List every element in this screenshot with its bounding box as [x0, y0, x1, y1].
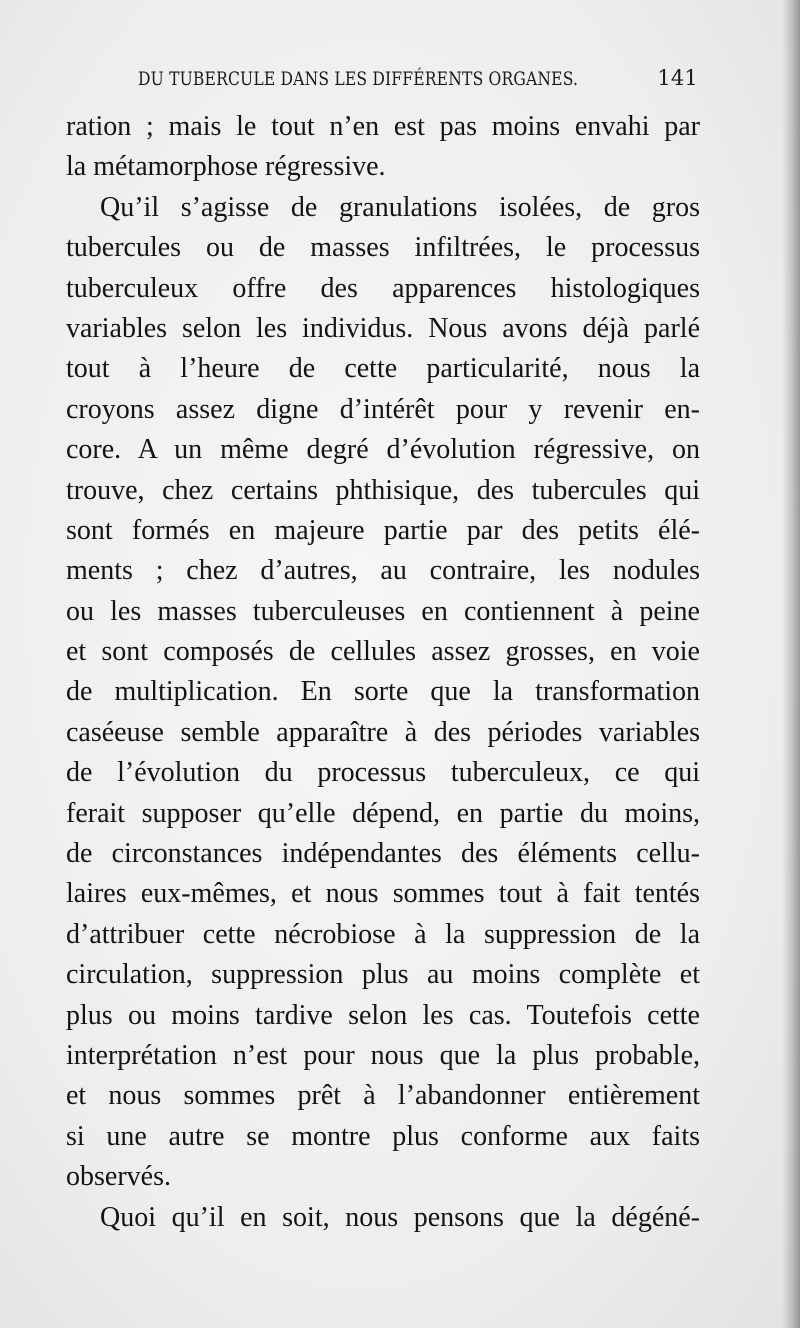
text-line: d’attribuer cette nécrobiose à la suppression de la	[66, 918, 700, 950]
page-edge-shadow	[782, 0, 800, 1328]
text-line: de circonstances indépendantes des éléments cellu-	[66, 838, 700, 870]
text-line: et sont composés de cellules assez grosses, en voie	[66, 636, 700, 668]
text-line: trouve, chez certains phthisique, des tubercules qui	[66, 474, 700, 506]
text-line: core. A un même degré d’évolution régressive, on	[66, 434, 700, 466]
text-line: ferait supposer qu’elle dépend, en partie du moins,	[66, 797, 700, 829]
body-text	[66, 107, 700, 1238]
text-line: plus ou moins tardive selon les cas. Toutefois cette	[66, 999, 700, 1031]
page-number: 141	[657, 66, 698, 90]
text-line: sont formés en majeure partie par des petits élé-	[66, 514, 700, 546]
text-line: observés.	[66, 1161, 171, 1193]
text-line: croyons assez digne d’intérêt pour y revenir en-	[66, 393, 700, 425]
text-line: si une autre se montre plus conforme aux faits	[66, 1120, 700, 1152]
text-line: caséeuse semble apparaître à des périodes variables	[66, 716, 700, 748]
text-line: tout à l’heure de cette particularité, nous la	[66, 353, 700, 385]
text-line: ou les masses tuberculeuses en contiennent à peine	[66, 595, 700, 627]
running-title: DU TUBERCULE DANS LES DIFFÉRENTS ORGANES.	[138, 68, 579, 90]
text-line: variables selon les individus. Nous avons déjà parlé	[66, 312, 700, 344]
text-line: circulation, suppression plus au moins complète et	[66, 959, 700, 991]
text-line: de l’évolution du processus tuberculeux, ce qui	[66, 757, 700, 789]
text-line: la métamorphose régressive.	[66, 151, 386, 183]
page-header	[138, 62, 698, 96]
text-line: interprétation n’est pour nous que la plus probable,	[66, 1039, 700, 1071]
text-line: tuberculeux offre des apparences histologiques	[66, 272, 700, 304]
text-line: laires eux-mêmes, et nous sommes tout à fait tentés	[66, 878, 700, 910]
text-line: et nous sommes prêt à l’abandonner entièrement	[66, 1080, 700, 1112]
text-line: Qu’il s’agisse de granulations isolées, de gros	[100, 191, 700, 223]
text-line: tubercules ou de masses infiltrées, le processus	[66, 232, 700, 264]
text-line: Quoi qu’il en soit, nous pensons que la dégéné-	[100, 1201, 700, 1233]
text-line: de multiplication. En sorte que la transformation	[66, 676, 700, 708]
text-line: ration ; mais le tout n’en est pas moins envahi par	[66, 111, 700, 142]
text-line: ments ; chez d’autres, au contraire, les nodules	[66, 555, 700, 587]
